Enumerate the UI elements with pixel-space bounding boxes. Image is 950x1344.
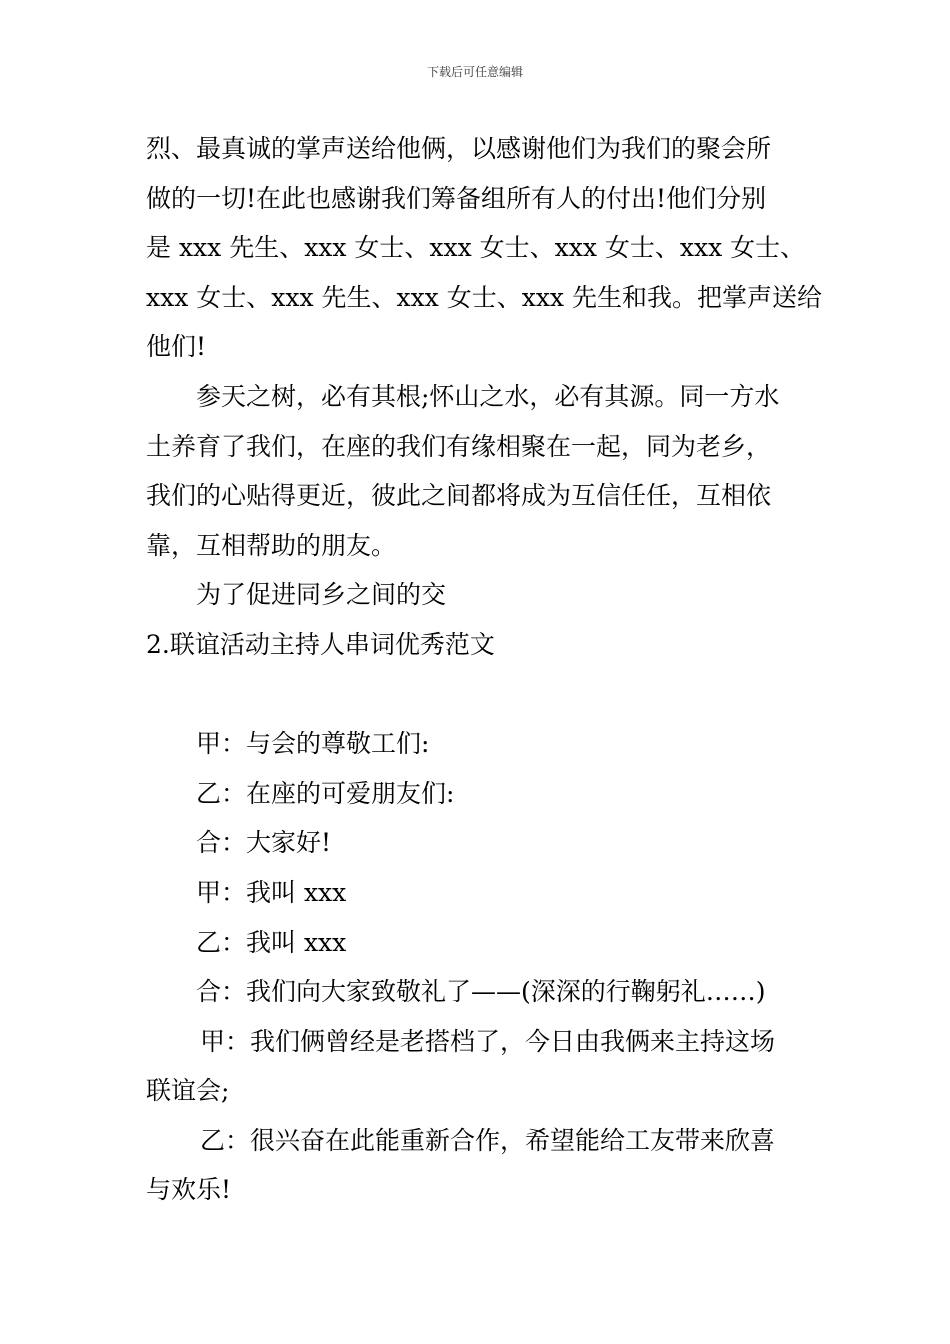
dialogue-line-7-cont: 联谊会;	[146, 1076, 230, 1106]
paragraph-1-line-5: 他们!	[146, 332, 207, 362]
dialogue-line-1: 甲：与会的尊敬工们:	[196, 729, 430, 759]
page-header-note: 下载后可任意编辑	[426, 65, 523, 79]
paragraph-1-line-3: 是 xxx 先生、xxx 女士、xxx 女士、xxx 女士、xxx 女士、	[146, 233, 806, 263]
dialogue-line-3: 合：大家好!	[196, 828, 332, 858]
paragraph-2-line-2: 土养育了我们，在座的我们有缘相聚在一起，同为老乡，	[146, 431, 772, 461]
dialogue-line-8-cont: 与欢乐!	[146, 1175, 232, 1205]
paragraph-1-line-4: xxx 女士、xxx 先生、xxx 女士、xxx 先生和我。把掌声送给	[146, 282, 822, 312]
paragraph-2-line-3: 我们的心贴得更近，彼此之间都将成为互信任任，互相依	[146, 481, 772, 511]
dialogue-line-8: 乙：很兴奋在此能重新合作，希望能给工友带来欣喜	[200, 1125, 776, 1155]
dialogue-line-7: 甲：我们俩曾经是老搭档了，今日由我俩来主持这场	[200, 1026, 776, 1056]
paragraph-1-line-1: 烈、最真诚的掌声送给他俩，以感谢他们为我们的聚会所	[146, 134, 772, 163]
dialogue-line-5: 乙：我叫 xxx	[196, 927, 347, 957]
dialogue-line-4: 甲：我叫 xxx	[196, 877, 347, 907]
blank-line	[146, 670, 814, 720]
paragraph-2-line-1: 参天之树，必有其根;怀山之水，必有其源。同一方水	[196, 381, 780, 411]
document-body	[146, 124, 822, 1215]
dialogue-line-6: 合：我们向大家致敬礼了——(深深的行鞠躬礼……)	[196, 977, 766, 1007]
dialogue-line-2: 乙：在座的可爱朋友们:	[196, 778, 455, 808]
section-title: 2.联谊活动主持人串词优秀范文	[146, 629, 495, 659]
paragraph-1-line-2: 做的一切!在此也感谢我们筹备组所有人的付出!他们分别	[146, 183, 767, 213]
paragraph-3-line-1: 为了促进同乡之间的交	[196, 580, 447, 610]
paragraph-2-line-4: 靠，互相帮助的朋友。	[146, 530, 397, 560]
